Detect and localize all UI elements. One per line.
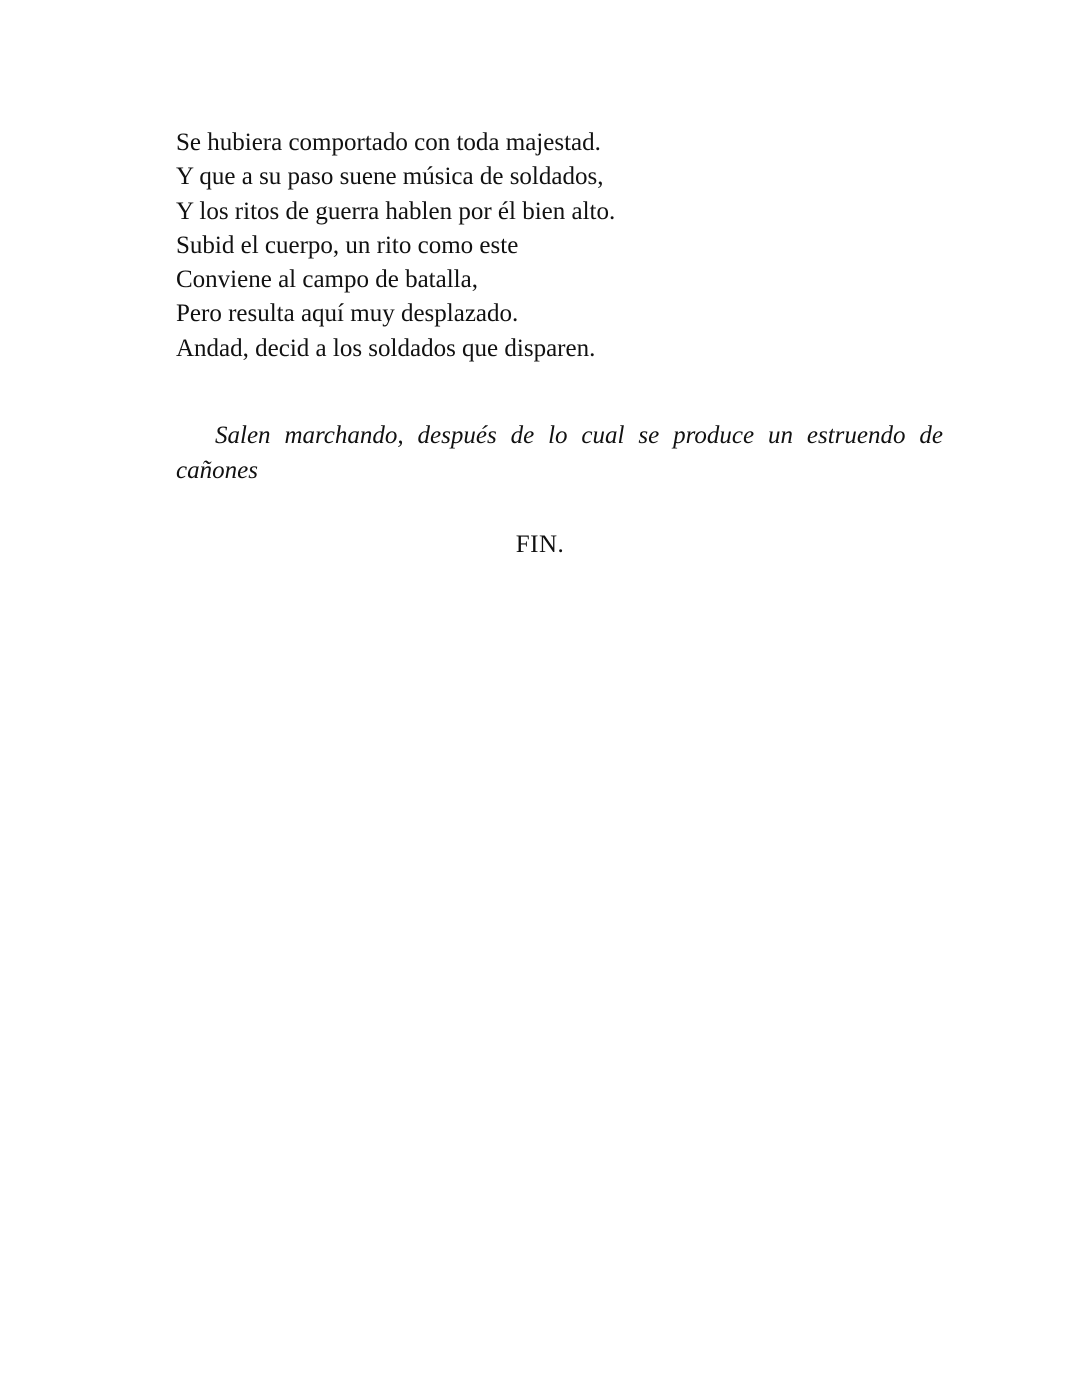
stage-direction: Salen marchando, después de lo cual se produce un estruendo de cañones: [176, 422, 943, 484]
ending-title: FIN.: [515, 531, 565, 558]
verse-line: Y que a su paso suene música de soldados,: [176, 163, 604, 191]
verse-block: [176, 126, 956, 366]
verse-line: Subid el cuerpo, un rito como este: [176, 231, 519, 259]
verse-line: Andad, decid a los soldados que disparen.: [176, 334, 596, 362]
verse-line: Conviene al campo de batalla,: [176, 266, 478, 294]
verse-line: Pero resulta aquí muy desplazado.: [176, 300, 519, 328]
verse-line: Y los ritos de guerra hablen por él bien alto.: [176, 197, 616, 225]
verse-line: Se hubiera comportado con toda majestad.: [176, 129, 601, 156]
